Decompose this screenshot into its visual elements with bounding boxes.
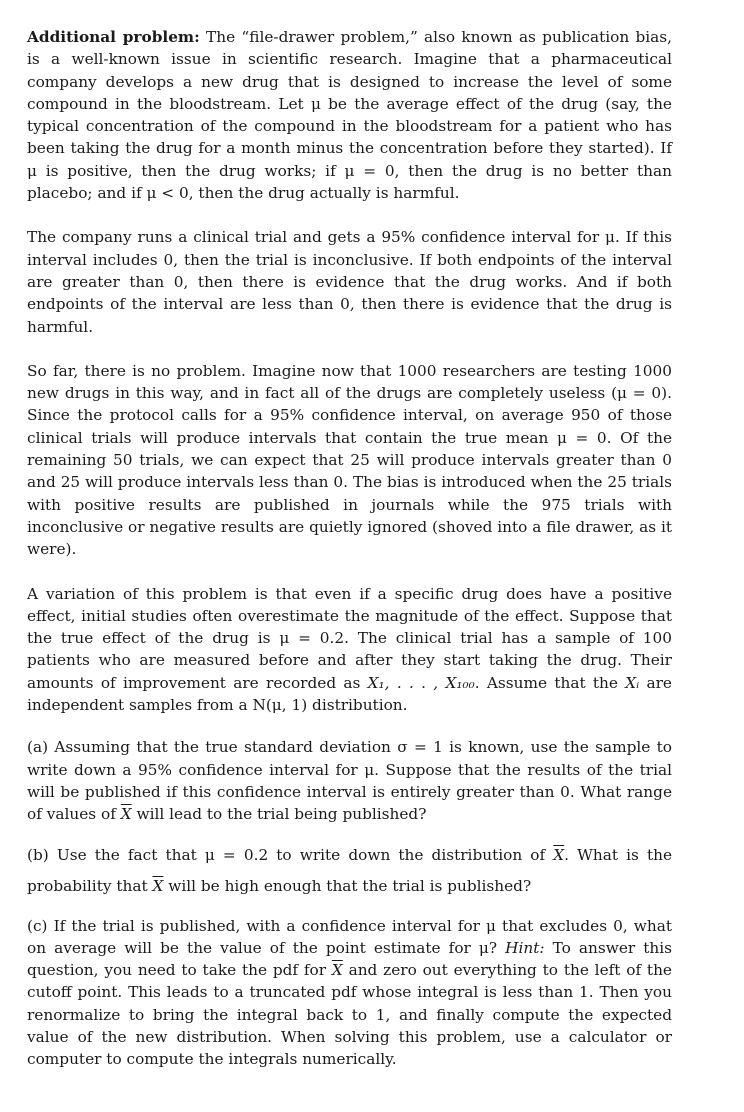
sample-mean-symbol: $\overline{X}$ (120, 805, 132, 824)
part-b-mid: . What is the probability that (27, 845, 672, 895)
sample-mean-symbol: $\overline{X}$ (152, 876, 164, 895)
intro-text: The “file-drawer problem,” also known as publication bias, is a well-known issue in scientific research. Imagine that a pharmaceutical company develops a new drug that is designed to increase the level of some compound in the bloodstream. Let μ be the average effect of the drug (say, the typical concentration of the compound in the bloodstream for a patient who has been taking the drug for a month minus the concentration before they started). If μ is positive, then the drug works; if μ = 0, then the drug is no better than placebo; and if μ < 0, then the drug actually is harmful. (27, 28, 672, 203)
part-c-text: (c) If the trial is published, with a confidence interval for μ that excludes 0, what on average will be the value of the point estimate for μ? (27, 916, 672, 957)
sample-mean-symbol: $\overline{X}$ (553, 845, 565, 864)
part-a-text: (a) Assuming that the true standard deviation σ = 1 is known, use the sample to write down a 95% confidence interval for μ. Suppose that the results of the trial will be published if this confidence interval is entirely greater than 0. What range of values of (27, 738, 672, 824)
part-b-end: will be high enough that the trial is published? (163, 876, 532, 895)
hint-text: To answer this question, you need to take the pdf for (27, 938, 672, 980)
part-a-paragraph (27, 736, 672, 825)
variation-paragraph (27, 583, 672, 717)
sample-sequence: X₁, . . . , X₁₀₀ (367, 673, 475, 692)
problem-heading: Additional problem: (27, 28, 200, 46)
part-a-end: will lead to the trial being published? (131, 805, 427, 824)
hint-text-end: and zero out everything to the left of the cutoff point. This leads to a truncated pdf whose integral is less than 1. Then you renormalize to bring the integral back to 1, and finally compute the expected value of the new distribution. When solving this problem, use a calculator or computer to compute the integrals numerically. (27, 961, 672, 1069)
hint-label: Hint: (505, 938, 545, 957)
variation-text: A variation of this problem is that even if a specific drug does have a positive effect, initial studies often overestimate the magnitude of the effect. Suppose that the true effect of the drug is μ = 0.2. The clinical trial has a sample of 100 patients who are measured before and after they start taking the drug. Their amounts of improvement are recorded as (27, 584, 672, 692)
sample-mean-symbol: $\overline{X}$ (331, 961, 343, 980)
sample-xi: Xᵢ (625, 673, 640, 692)
variation-end: are independent samples from a N(μ, 1) distribution. (27, 673, 672, 715)
part-c-paragraph (27, 915, 672, 1071)
variation-middle: . Assume that the (474, 673, 626, 692)
intro-paragraph (27, 26, 672, 204)
part-b-text: (b) Use the fact that μ = 0.2 to write down the distribution of (27, 845, 554, 864)
confidence-interval-paragraph: The company runs a clinical trial and gets a 95% confidence interval for μ. If this interval includes 0, then the trial is inconclusive. If both endpoints of the interval are greater than 0, then there is evidence that the drug works. And if both endpoints of the interval are less than 0, then there is evidence that the drug is harmful. (27, 228, 672, 336)
part-b-paragraph (27, 840, 672, 902)
file-drawer-paragraph: So far, there is no problem. Imagine now that 1000 researchers are testing 1000 new drugs in this way, and in fact all of the drugs are completely useless (μ = 0). Since the protocol calls for a 95% confidence interval, on average 950 of those clinical trials will produce intervals that contain the true mean μ = 0. Of the remaining 50 trials, we can expect that 25 will produce intervals greater than 0 and 25 will produce intervals less than 0. The bias is introduced when the 25 trials with positive results are published in journals while the 975 trials with inconclusive or negative results are quietly ignored (shoved into a file drawer, as it were). (27, 361, 672, 559)
